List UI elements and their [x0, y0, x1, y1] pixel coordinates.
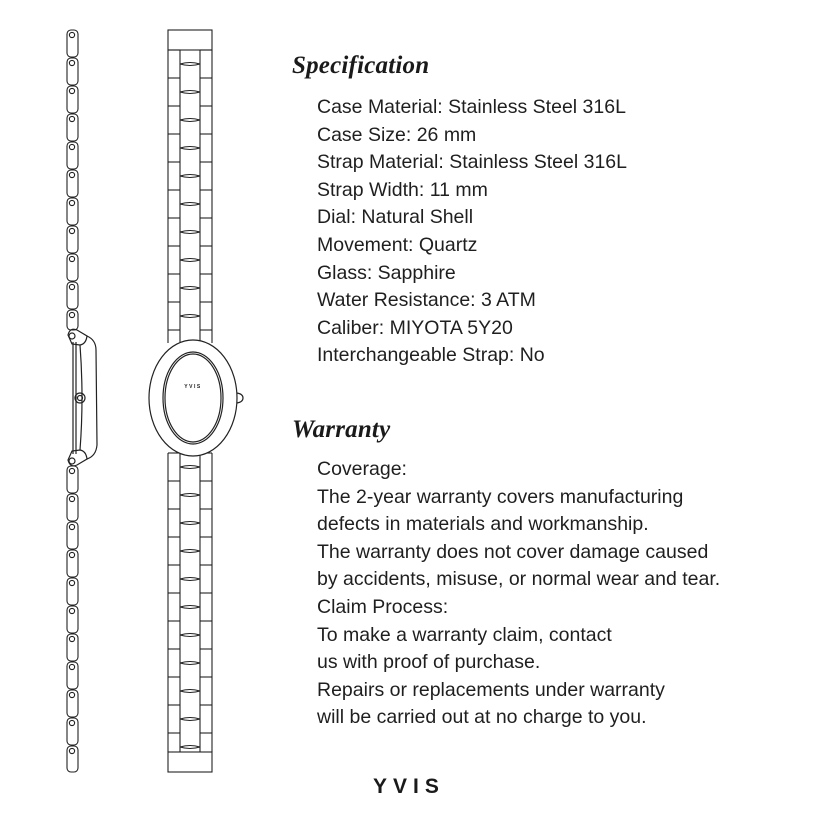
dial-logo: YVIS: [184, 384, 202, 390]
spec-item-strap-width: Strap Width: 11 mm: [317, 178, 488, 201]
warranty-line: will be carried out at no charge to you.: [317, 706, 647, 729]
spec-item-water-resistance: Water Resistance: 3 ATM: [317, 289, 536, 312]
specification-list: [317, 94, 627, 370]
warranty-line: defects in materials and workmanship.: [317, 513, 649, 536]
warranty-list: [317, 456, 720, 732]
spec-item-interchangeable-strap: Interchangeable Strap: No: [317, 344, 545, 367]
spec-item-caliber: Caliber: MIYOTA 5Y20: [317, 316, 513, 339]
spec-item-movement: Movement: Quartz: [317, 233, 478, 256]
warranty-line: The warranty does not cover damage caused: [317, 540, 709, 563]
warranty-line: The 2-year warranty covers manufacturing: [317, 485, 684, 508]
spec-item-strap-material: Strap Material: Stainless Steel 316L: [317, 151, 628, 174]
warranty-line: Repairs or replacements under warranty: [317, 678, 665, 701]
warranty-claim-label: Claim Process:: [317, 595, 449, 618]
warranty-line: To make a warranty claim, contact: [317, 623, 612, 646]
warranty-line: by accidents, misuse, or normal wear and tear.: [317, 568, 721, 591]
specification-heading: Specification: [292, 52, 430, 79]
brand-logo: YVIS: [373, 775, 445, 798]
warranty-heading: Warranty: [292, 416, 391, 443]
spec-item-dial: Dial: Natural Shell: [317, 206, 474, 229]
watch-technical-drawing: [0, 0, 260, 827]
warranty-coverage-label: Coverage:: [317, 458, 407, 480]
spec-item-glass: Glass: Sapphire: [317, 261, 456, 284]
spec-item-case-material: Case Material: Stainless Steel 316L: [317, 96, 626, 118]
side-view-watch: [68, 329, 97, 466]
warranty-line: us with proof of purchase.: [317, 651, 541, 674]
front-view-watch: [149, 340, 243, 456]
spec-item-case-size: Case Size: 26 mm: [317, 123, 477, 146]
